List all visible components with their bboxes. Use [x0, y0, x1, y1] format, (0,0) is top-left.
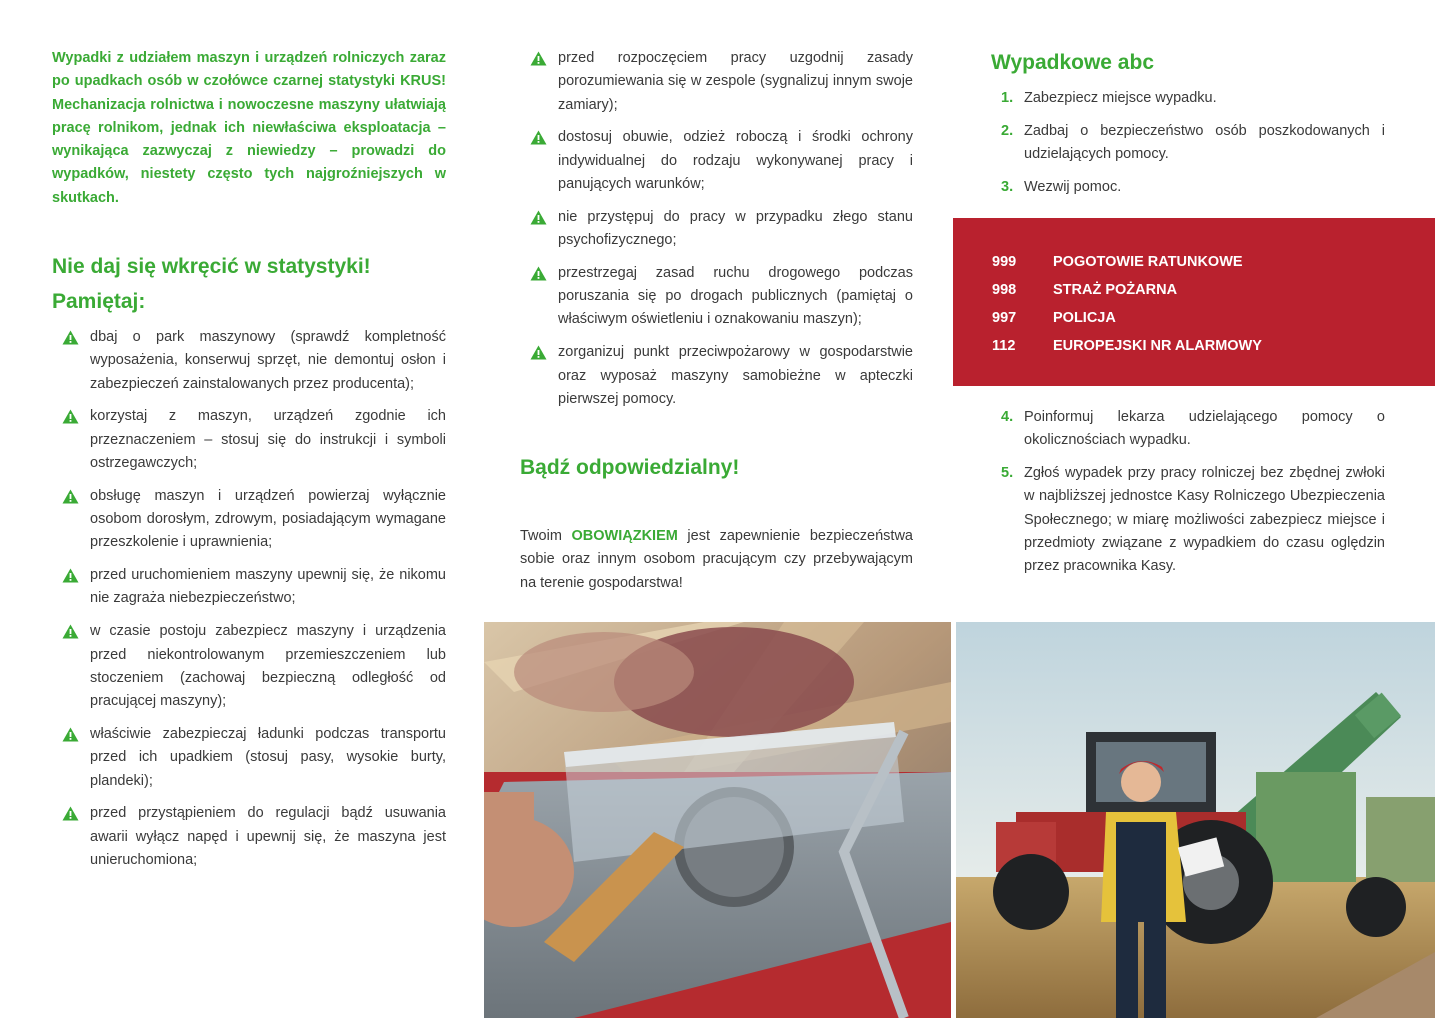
list-item	[52, 802, 446, 872]
heading-abc: Wypadkowe abc	[991, 51, 1154, 74]
rule-text: właściwie zabezpieczaj ładunki podczas transportu przed ich upadkiem (stosuj pasy, wysokie burty, plandeki);	[90, 725, 446, 789]
list-item	[991, 87, 1385, 110]
rule-text: przed uruchomieniem maszyny upewnij się, że nikomu nie zagraża niebezpieczeństwo;	[90, 567, 446, 607]
step-number: 1.	[1001, 90, 1014, 106]
step-number: 3.	[1001, 178, 1014, 195]
steps-list-top	[991, 87, 1385, 209]
step-text: Wezwij pomoc.	[1024, 178, 1122, 195]
duty-after: jest zapewnienie bezpieczeństwa sobie oraz innym osobom pracującym czy przebywającym na terenie gospodarstwa!	[520, 528, 913, 591]
rules-list-middle	[520, 47, 913, 421]
rule-text: dbaj o park maszynowy (sprawdź kompletność wyposażenia, konserwuj sprzęt, nie demontuj osłon i zabezpieczeń zainstalowanych przez producenta);	[90, 329, 446, 392]
emergency-row	[992, 282, 1177, 298]
warning-icon	[62, 489, 79, 504]
warning-icon	[62, 409, 79, 424]
emergency-row	[992, 310, 1116, 326]
step-number: 2.	[1001, 122, 1014, 139]
warning-icon	[62, 806, 79, 821]
rules-list-left	[52, 326, 446, 882]
steps-list-bottom	[991, 406, 1385, 588]
list-item	[52, 326, 446, 396]
duty-before: Twoim	[520, 528, 572, 544]
emergency-label: STRAŻ POŻARNA	[1053, 282, 1178, 298]
intro-paragraph: Wypadki z udziałem maszyn i urządzeń rolniczych zaraz po upadkach osób w czołówce czarnej statystyki KRUS! Mechanizacja rolnictwa i nowoczesne maszyny ułatwiają pracę rolnikom, jednak ich niewłaściwa eksploatacja – wynikająca zazwyczaj z niewiedzy – prowadzi do wypadków, niestety często tych najgroźniejszych w skutkach.	[52, 50, 446, 206]
list-item	[520, 341, 913, 411]
list-item	[520, 126, 913, 196]
emergency-numbers-box	[953, 218, 1435, 386]
list-item	[52, 485, 446, 555]
list-item	[991, 462, 1385, 578]
emergency-label: POGOTOWIE RATUNKOWE	[1053, 254, 1243, 270]
farmer-tractor-photo	[956, 622, 1435, 1018]
step-number: 4.	[1001, 409, 1014, 425]
emergency-label: EUROPEJSKI NR ALARMOWY	[1053, 338, 1262, 354]
rule-text: przed przystąpieniem do regulacji bądź usuwania awarii wyłącz napęd i upewnij się, że maszyna jest unieruchomiona;	[90, 805, 446, 868]
heading-odpowiedzialny: Bądź odpowiedzialny!	[520, 456, 740, 479]
rule-text: nie przystępuj do pracy w przypadku złego stanu psychofizycznego;	[558, 208, 913, 249]
list-item	[52, 564, 446, 611]
list-item	[52, 620, 446, 713]
emergency-code: 997	[992, 310, 1017, 326]
rule-text: przestrzegaj zasad ruchu drogowego podczas poruszania się po drogach publicznych (pamiętaj o właściwym oświetleniu i oznakowaniu maszyn);	[558, 264, 913, 328]
table-saw-photo	[484, 622, 951, 1018]
step-text: Poinformuj lekarza udzielającego pomocy o okolicznościach wypadku.	[1024, 409, 1385, 449]
rule-text: korzystaj z maszyn, urządzeń zgodnie ich przeznaczeniem – stosuj się do instrukcji i symboli ostrzegawczych;	[90, 408, 446, 471]
warning-icon	[62, 330, 79, 345]
rule-text: dostosuj obuwie, odzież roboczą i środki ochrony indywidualnej do rodzaju wykonywanej pracy i panujących warunków;	[558, 129, 913, 192]
emergency-code: 999	[992, 254, 1017, 270]
heading-pamietaj: Pamiętaj:	[52, 290, 146, 313]
warning-icon	[530, 345, 547, 360]
rule-text: obsługę maszyn i urządzeń powierzaj wyłącznie osobom dorosłym, zdrowym, posiadającym wymagane przeszkolenie i uprawnienia;	[90, 487, 446, 551]
warning-icon	[530, 210, 547, 225]
step-number: 5.	[1001, 465, 1014, 482]
list-item	[520, 262, 913, 332]
heading-statystyki: Nie daj się wkręcić w statystyki!	[52, 255, 371, 278]
warning-icon	[530, 51, 547, 66]
list-item	[991, 406, 1385, 453]
warning-icon	[62, 624, 79, 639]
step-text: Zgłoś wypadek przy pracy rolniczej bez zbędnej zwłoki w najbliższej jednostce Kasy Rolniczego Ubezpieczenia Społecznego; w miarę możliwości zabezpiecz miejsce i przedmioty związane z wypadkiem do czasu oględzin przez pracownika Kasy.	[1024, 465, 1385, 575]
step-text: Zabezpiecz miejsce wypadku.	[1024, 90, 1217, 106]
list-item	[991, 176, 1385, 199]
emergency-row	[992, 254, 1243, 270]
list-item	[52, 405, 446, 475]
duty-highlight: OBOWIĄZKIEM	[571, 528, 678, 544]
list-item	[52, 723, 446, 793]
rule-text: zorganizuj punkt przeciwpożarowy w gospodarstwie oraz wyposaż maszyny samobieżne w apteczki pierwszej pomocy.	[558, 344, 913, 407]
emergency-code: 998	[992, 282, 1017, 298]
list-item	[520, 47, 913, 117]
emergency-label: POLICJA	[1053, 310, 1116, 326]
step-text: Zadbaj o bezpieczeństwo osób poszkodowanych i udzielających pomocy.	[1024, 122, 1385, 163]
list-item	[520, 206, 913, 253]
warning-icon	[62, 727, 79, 742]
rule-text: przed rozpoczęciem pracy uzgodnij zasady porozumiewania się w zespole (sygnalizuj innym swoje zamiary);	[558, 50, 913, 113]
warning-icon	[530, 266, 547, 281]
warning-icon	[62, 568, 79, 583]
emergency-row	[992, 338, 1262, 354]
duty-paragraph	[520, 525, 913, 595]
list-item	[991, 120, 1385, 167]
warning-icon	[530, 130, 547, 145]
emergency-code: 112	[992, 338, 1016, 354]
rule-text: w czasie postoju zabezpiecz maszyny i urządzenia przed niekontrolowanym przemieszczeniem lub stoczeniem (zachowaj bezpieczną odległość od pracującej maszyny);	[90, 623, 446, 710]
